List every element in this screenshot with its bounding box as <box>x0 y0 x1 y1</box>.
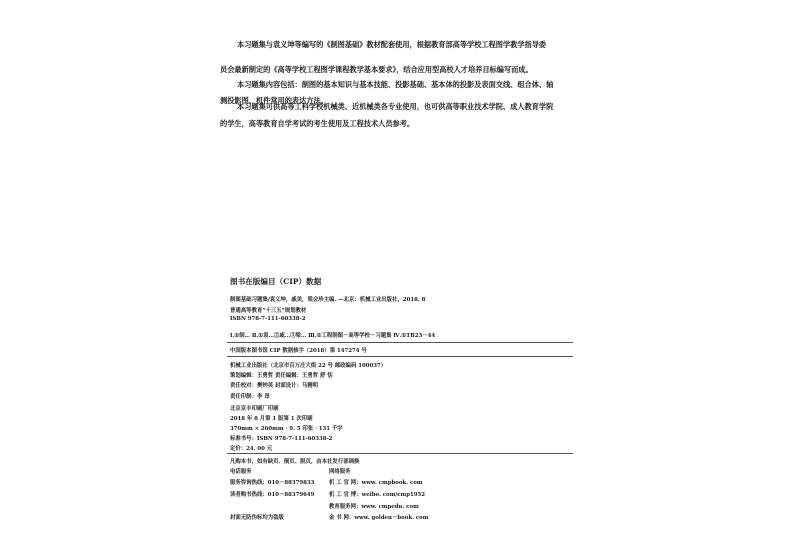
intro-line: 测投影图、机件常用的表达方法。 <box>220 96 328 105</box>
web-service-heading: 网络服务 <box>329 469 351 475</box>
anti-piracy-notice: 封面无防伪标均为盗版 <box>230 515 284 521</box>
cip-entry-line: ISBN 978-7-111-60338-2 <box>230 316 306 322</box>
proofreader-line: 责任校对：樊钟英 封面设计：马精明 <box>230 383 319 389</box>
official-weibo: 机 工 官 博：weibo. com/cmp1952 <box>329 492 426 498</box>
purchase-hotline: 读者购书热线：010－88379649 <box>230 492 315 498</box>
intro-line: 本习题集与袁义坤等编写的《制图基础》教材配套使用，根据教育部高等学校工程图学教学指导委 <box>237 40 547 49</box>
publisher-line: 机械工业出版社（北京市百万庄大街 22 号 邮政编码 100037） <box>230 363 387 369</box>
divider <box>227 453 573 454</box>
golden-book-site: 金 书 网：www. golden－book. com <box>329 515 429 521</box>
intro-line: 的学生，高等教育自学考试的考生使用及工程技术人员参考。 <box>220 119 415 128</box>
phone-service-heading: 电话服务 <box>230 469 252 475</box>
format-line: 370mm × 260mm · 9. 5 印张 · 131 千字 <box>230 426 343 432</box>
official-site: 机 工 官 网：www. cmpbook. com <box>329 480 423 486</box>
intro-line: 员会最新制定的《高等学校工程图学课程教学基本要求》，结合应用型高校人才培养目标编写而成。 <box>220 65 533 74</box>
divider <box>227 342 573 343</box>
edition-line: 2018 年 8 月第 1 版第 1 次印刷 <box>230 416 313 422</box>
divider <box>227 356 573 357</box>
price-line: 定价：24. 00 元 <box>230 446 273 452</box>
cip-record: 中国版本图书馆 CIP 数据核字（2018）第 147274 号 <box>230 348 367 354</box>
cip-classification: Ⅰ.①制… Ⅱ.①袁…②戚…③梁… Ⅲ.①工程制图－高等学校－习题集 Ⅳ.①TB23－44 <box>230 333 436 339</box>
printer-line: 北京京丰印刷厂印刷 <box>230 406 279 412</box>
cip-entry-line: 普通高等教育“十三五”规划教材 <box>230 308 307 314</box>
cip-title: 图书在版编目（CIP）数据 <box>230 277 322 286</box>
editors-line: 策划编辑：王勇哲 责任编辑：王勇哲 舒 恬 <box>230 373 333 379</box>
intro-line: 本习题集可供高等工科学校机械类、近机械类各专业使用，也可供高等职业技术学院、成人教育学院 <box>237 102 554 111</box>
service-notice: 凡购本书，如有缺页、倒页、脱页，由本社发行部调换 <box>230 459 360 465</box>
service-hotline: 服务咨询热线：010－88379833 <box>230 480 315 486</box>
intro-line: 本习题集内容包括：制图的基本知识与基本技能、投影基础、基本体的投影及表面交线、组合体、轴 <box>237 80 554 89</box>
isbn-line: 标准书号：ISBN 978-7-111-60338-2 <box>230 436 333 442</box>
cip-entry-line: 制图基础习题集/袁义坤，戚美，梁会珍主编. —北京：机械工业出版社，2018. 8 <box>230 297 426 303</box>
education-site: 教育服务网：www. cmpedu. com <box>329 504 419 510</box>
printing-manager-line: 责任印制：李 昂 <box>230 394 270 400</box>
